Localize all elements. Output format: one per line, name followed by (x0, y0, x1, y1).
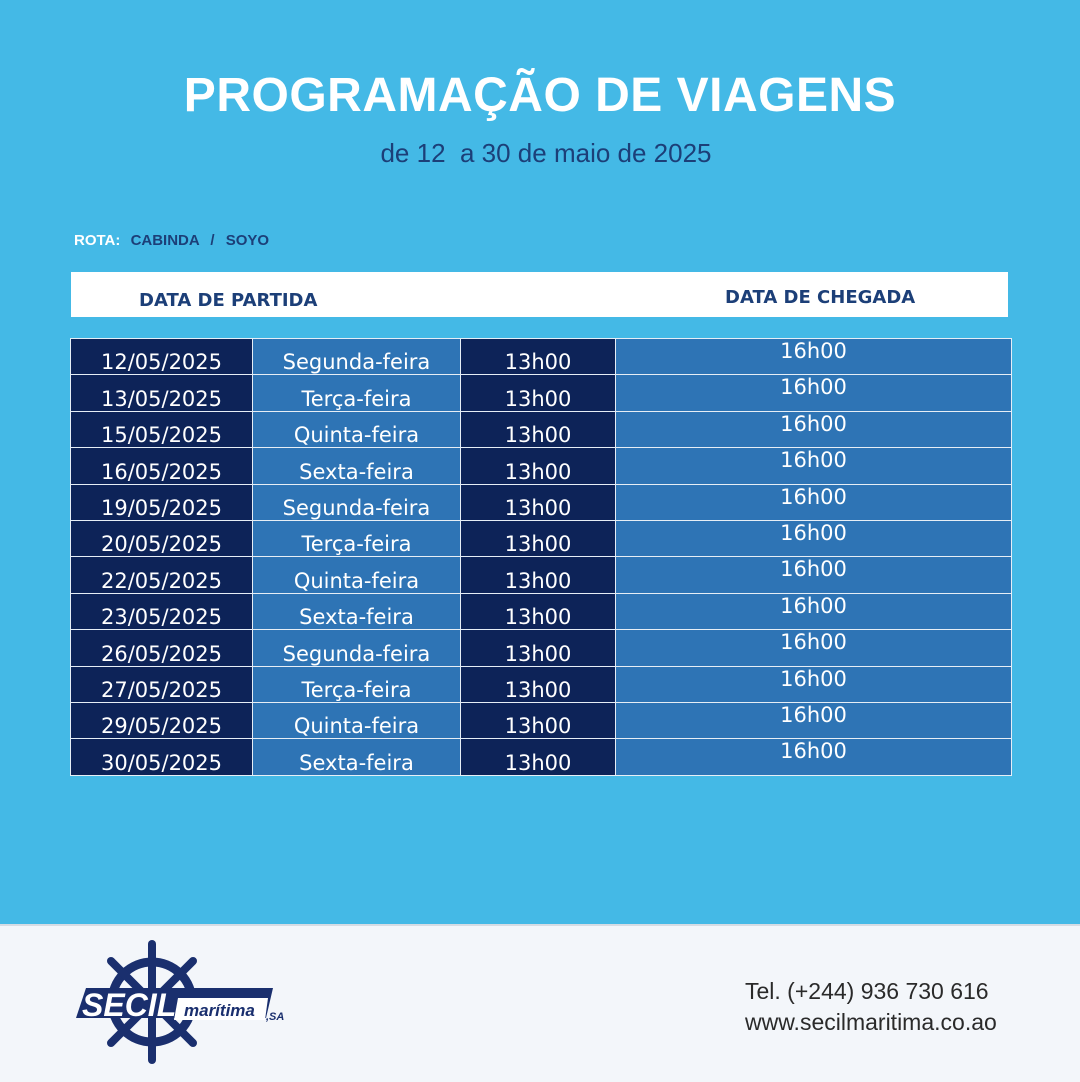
schedule-table (70, 338, 1012, 776)
weekday-cell: Terça-feira (253, 520, 461, 556)
svg-text:SECIL: SECIL (82, 987, 177, 1023)
page-title: PROGRAMAÇÃO DE VIAGENS (183, 69, 897, 122)
arrival-time-cell: 16h00 (616, 520, 1012, 556)
weekday-cell: Sexta-feira (253, 448, 461, 484)
departure-date-header: DATA DE PARTIDA (139, 290, 318, 311)
departure-date-cell: 22/05/2025 (71, 557, 253, 593)
website-link[interactable]: www.secilmaritima.co.ao (745, 1009, 997, 1035)
departure-date-cell: 15/05/2025 (71, 411, 253, 447)
departure-time-cell: 13h00 (461, 375, 616, 411)
route-destination: SOYO (225, 232, 270, 249)
weekday-cell: Quinta-feira (253, 557, 461, 593)
footer (0, 924, 1080, 1082)
table-row (71, 484, 1012, 520)
departure-time-cell: 13h00 (461, 484, 616, 520)
page-subtitle: de 12 a 30 de maio de 2025 (380, 138, 712, 168)
arrival-time-cell: 16h00 (616, 666, 1012, 702)
arrival-time-cell: 16h00 (616, 702, 1012, 738)
arrival-time-cell: 16h00 (616, 557, 1012, 593)
departure-date-cell: 29/05/2025 (71, 702, 253, 738)
arrival-time-cell: 16h00 (616, 484, 1012, 520)
departure-time-cell: 13h00 (461, 630, 616, 666)
weekday-cell: Quinta-feira (253, 702, 461, 738)
weekday-cell: Segunda-feira (253, 484, 461, 520)
departure-time-cell: 13h00 (461, 666, 616, 702)
arrival-date-header: DATA DE CHEGADA (725, 287, 916, 308)
departure-date-cell: 26/05/2025 (71, 630, 253, 666)
route-origin: CABINDA (130, 232, 200, 249)
table-row (71, 448, 1012, 484)
table-row (71, 666, 1012, 702)
departure-date-cell: 19/05/2025 (71, 484, 253, 520)
weekday-cell: Quinta-feira (253, 411, 461, 447)
departure-date-cell: 13/05/2025 (71, 375, 253, 411)
table-row (71, 739, 1012, 775)
table-row (71, 593, 1012, 629)
contact-info (745, 976, 997, 1038)
route-info (74, 232, 269, 249)
departure-date-cell: 30/05/2025 (71, 739, 253, 775)
departure-date-cell: 16/05/2025 (71, 448, 253, 484)
table-row (71, 630, 1012, 666)
svg-text:marítima: marítima (184, 1001, 255, 1020)
arrival-time-cell: 16h00 (616, 339, 1012, 375)
weekday-cell: Terça-feira (253, 375, 461, 411)
departure-time-cell: 13h00 (461, 339, 616, 375)
weekday-cell: Segunda-feira (253, 630, 461, 666)
weekday-cell: Sexta-feira (253, 739, 461, 775)
route-label: ROTA: (74, 232, 121, 249)
weekday-cell: Terça-feira (253, 666, 461, 702)
arrival-time-cell: 16h00 (616, 375, 1012, 411)
secil-maritima-logo (68, 940, 298, 1065)
phone-number: Tel. (+244) 936 730 616 (745, 978, 989, 1004)
arrival-time-cell: 16h00 (616, 630, 1012, 666)
departure-time-cell: 13h00 (461, 557, 616, 593)
svg-text:,SA: ,SA (266, 1011, 285, 1023)
departure-time-cell: 13h00 (461, 520, 616, 556)
arrival-time-cell: 16h00 (616, 411, 1012, 447)
table-row (71, 411, 1012, 447)
route-separator: / (210, 232, 215, 249)
departure-date-cell: 20/05/2025 (71, 520, 253, 556)
arrival-time-cell: 16h00 (616, 448, 1012, 484)
schedule-body (71, 339, 1012, 776)
weekday-cell: Sexta-feira (253, 593, 461, 629)
table-row (71, 702, 1012, 738)
departure-time-cell: 13h00 (461, 739, 616, 775)
table-row (71, 375, 1012, 411)
table-row (71, 520, 1012, 556)
weekday-cell: Segunda-feira (253, 339, 461, 375)
table-header (71, 272, 1008, 317)
departure-time-cell: 13h00 (461, 702, 616, 738)
departure-time-cell: 13h00 (461, 411, 616, 447)
arrival-time-cell: 16h00 (616, 593, 1012, 629)
departure-date-cell: 23/05/2025 (71, 593, 253, 629)
table-row (71, 557, 1012, 593)
table-row (71, 339, 1012, 375)
departure-time-cell: 13h00 (461, 448, 616, 484)
departure-date-cell: 27/05/2025 (71, 666, 253, 702)
departure-time-cell: 13h00 (461, 593, 616, 629)
arrival-time-cell: 16h00 (616, 739, 1012, 775)
departure-date-cell: 12/05/2025 (71, 339, 253, 375)
